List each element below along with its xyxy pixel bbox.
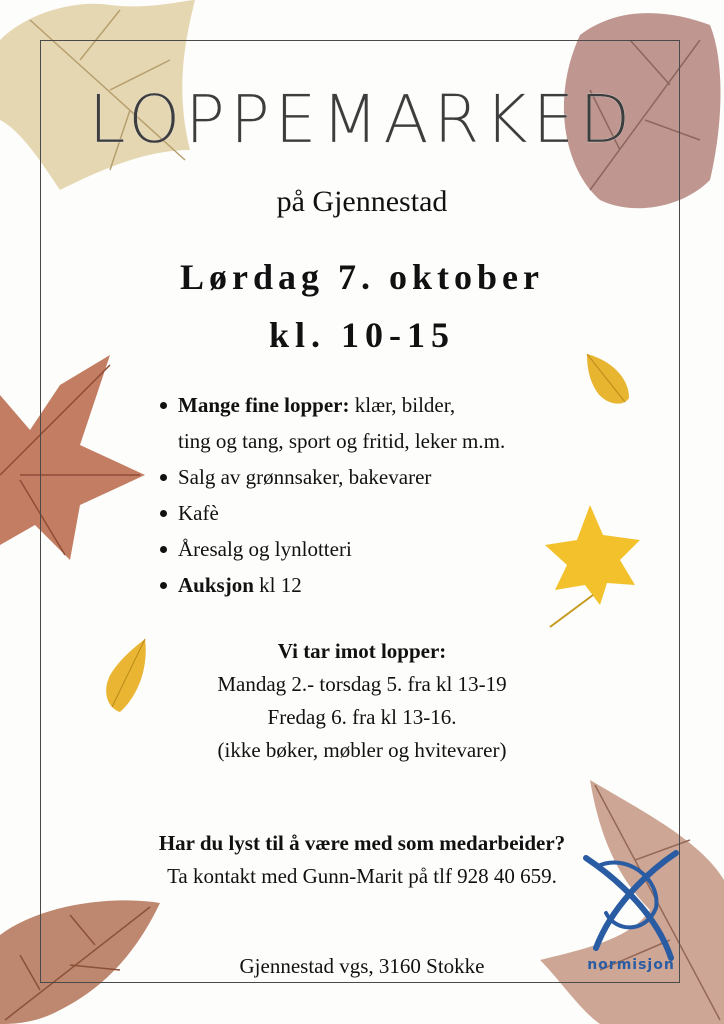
list-item-text: Salg av grønnsaker, bakevarer (178, 465, 432, 489)
volunteer-contact: Ta kontakt med Gunn-Marit på tlf 928 40 659. (167, 864, 557, 888)
event-date: Lørdag 7. oktober (180, 257, 544, 297)
list-item-text: klær, bilder, (349, 393, 456, 417)
activity-list (160, 387, 505, 603)
event-time: kl. 10-15 (268, 315, 455, 355)
receiving-line-2: Fredag 6. fra kl 13-16. (267, 705, 457, 729)
logo-text: normisjon (587, 957, 675, 973)
list-item-bold: Auksjon (178, 573, 254, 597)
receiving-line-1: Mandag 2.- torsdag 5. fra kl 13-19 (217, 672, 507, 696)
event-address: Gjennestad vgs, 3160 Stokke (239, 954, 485, 978)
list-item-text: Kafè (178, 501, 219, 525)
list-item (160, 531, 505, 567)
receiving-line-3: (ikke bøker, møbler og hvitevarer) (217, 738, 507, 762)
list-item (160, 567, 505, 603)
list-item (160, 495, 505, 531)
receiving-section (0, 635, 724, 767)
list-item (160, 459, 505, 495)
receiving-heading: Vi tar imot lopper: (277, 639, 447, 663)
list-item-bold: Mange fine lopper: (178, 393, 350, 417)
list-item-continuation: ting og tang, sport og fritid, leker m.m. (178, 429, 506, 453)
poster-subtitle: på Gjennestad (276, 185, 448, 218)
list-item-text: Åresalg og lynlotteri (178, 537, 352, 561)
poster-title: LOPPEMARKED (88, 81, 636, 158)
volunteer-question: Har du lyst til å være med som medarbeider? (158, 831, 566, 855)
list-item-text: kl 12 (253, 573, 302, 597)
list-item (160, 387, 505, 459)
